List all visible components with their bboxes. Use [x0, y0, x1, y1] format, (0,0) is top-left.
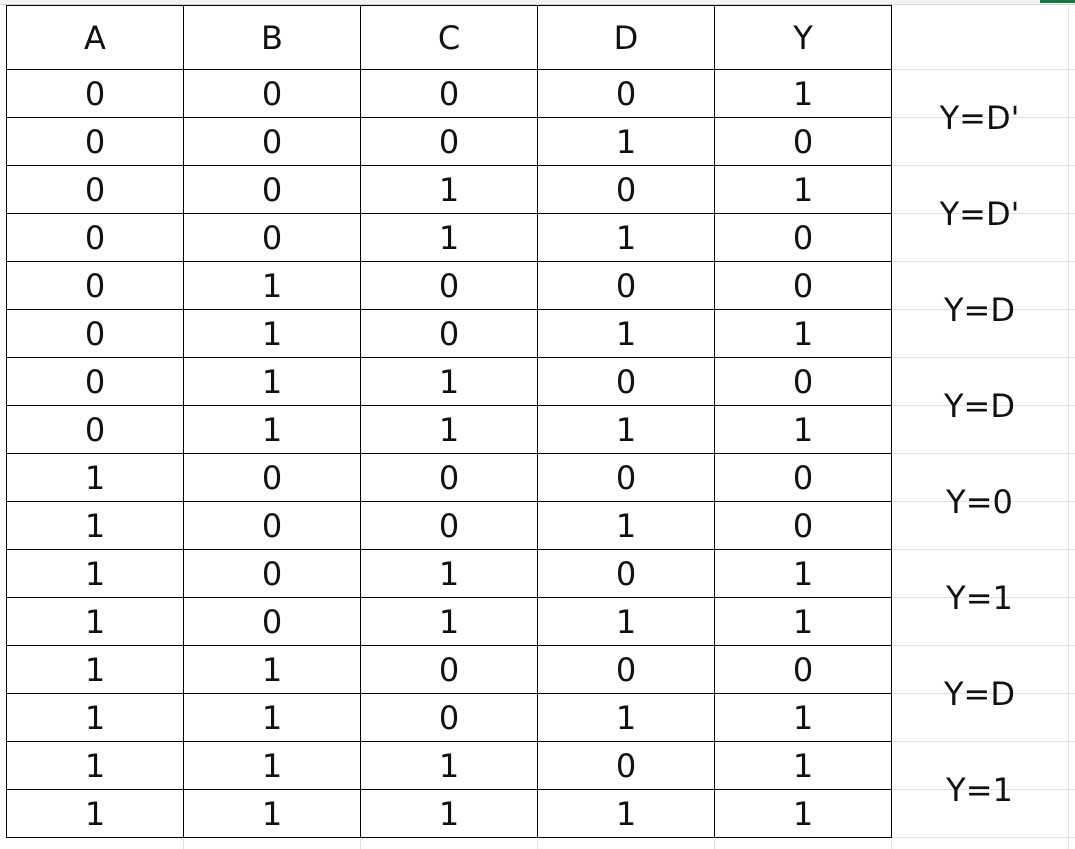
cell-b[interactable]: 1: [184, 694, 361, 742]
table-row: [7, 694, 892, 742]
cell-c[interactable]: 1: [361, 598, 538, 646]
cell-b[interactable]: 0: [184, 214, 361, 262]
cell-d[interactable]: 1: [538, 310, 715, 358]
expression-note[interactable]: Y=1: [946, 771, 1013, 809]
cell-c[interactable]: 1: [361, 358, 538, 406]
cell-d[interactable]: 0: [538, 166, 715, 214]
column-gridline: [891, 838, 892, 849]
header-cell-a[interactable]: A: [7, 6, 184, 70]
cell-y[interactable]: 0: [715, 118, 892, 166]
cell-y[interactable]: 1: [715, 70, 892, 118]
cell-c[interactable]: 0: [361, 310, 538, 358]
cell-b[interactable]: 0: [184, 70, 361, 118]
cell-d[interactable]: 1: [538, 406, 715, 454]
cell-d[interactable]: 0: [538, 742, 715, 790]
table-row: [7, 70, 892, 118]
expression-notes: [891, 70, 1068, 838]
header-cell-c[interactable]: C: [361, 6, 538, 70]
expression-note[interactable]: Y=1: [946, 579, 1013, 617]
truth-table: [6, 5, 892, 838]
table-row: [7, 310, 892, 358]
cell-c[interactable]: 1: [361, 406, 538, 454]
expression-note[interactable]: Y=0: [946, 483, 1013, 521]
table-row: [7, 358, 892, 406]
cell-b[interactable]: 1: [184, 406, 361, 454]
table-row: [7, 454, 892, 502]
cell-a[interactable]: 0: [7, 118, 184, 166]
cell-d[interactable]: 0: [538, 70, 715, 118]
cell-d[interactable]: 0: [538, 358, 715, 406]
cell-y[interactable]: 0: [715, 214, 892, 262]
cell-d[interactable]: 0: [538, 646, 715, 694]
table-row: [7, 502, 892, 550]
cell-d[interactable]: 1: [538, 118, 715, 166]
cell-d[interactable]: 1: [538, 214, 715, 262]
cell-y[interactable]: 1: [715, 598, 892, 646]
cell-d[interactable]: 0: [538, 550, 715, 598]
cell-a[interactable]: 1: [7, 742, 184, 790]
cell-b[interactable]: 0: [184, 550, 361, 598]
cell-a[interactable]: 1: [7, 598, 184, 646]
cell-y[interactable]: 1: [715, 550, 892, 598]
cell-c[interactable]: 0: [361, 70, 538, 118]
expression-note[interactable]: Y=D: [944, 291, 1015, 329]
header-row: [7, 6, 892, 70]
cell-a[interactable]: 0: [7, 214, 184, 262]
cell-a[interactable]: 0: [7, 406, 184, 454]
cell-a[interactable]: 1: [7, 454, 184, 502]
cell-b[interactable]: 1: [184, 742, 361, 790]
cell-c[interactable]: 1: [361, 790, 538, 838]
cell-d[interactable]: 1: [538, 598, 715, 646]
cell-y[interactable]: 1: [715, 790, 892, 838]
cell-c[interactable]: 0: [361, 454, 538, 502]
table-row: [7, 646, 892, 694]
cell-y[interactable]: 1: [715, 406, 892, 454]
column-gridline: [183, 838, 184, 849]
table-row: [7, 790, 892, 838]
cell-b[interactable]: 1: [184, 790, 361, 838]
cell-b[interactable]: 0: [184, 166, 361, 214]
column-gridline: [714, 838, 715, 849]
cell-a[interactable]: 1: [7, 646, 184, 694]
cell-b[interactable]: 0: [184, 118, 361, 166]
cell-y[interactable]: 1: [715, 694, 892, 742]
cell-a[interactable]: 1: [7, 790, 184, 838]
cell-c[interactable]: 1: [361, 214, 538, 262]
cell-d[interactable]: 0: [538, 262, 715, 310]
cell-a[interactable]: 1: [7, 502, 184, 550]
cell-c[interactable]: 0: [361, 262, 538, 310]
cell-c[interactable]: 0: [361, 118, 538, 166]
cell-d[interactable]: 0: [538, 454, 715, 502]
expression-note[interactable]: Y=D': [939, 99, 1020, 137]
cell-b[interactable]: 0: [184, 598, 361, 646]
cell-a[interactable]: 1: [7, 694, 184, 742]
table-row: [7, 214, 892, 262]
table-row: [7, 598, 892, 646]
cell-y[interactable]: 1: [715, 310, 892, 358]
cell-c[interactable]: 0: [361, 646, 538, 694]
cell-c[interactable]: 1: [361, 742, 538, 790]
cell-b[interactable]: 1: [184, 646, 361, 694]
expression-note[interactable]: Y=D': [939, 195, 1020, 233]
cell-y[interactable]: 0: [715, 646, 892, 694]
cell-c[interactable]: 0: [361, 502, 538, 550]
cell-d[interactable]: 1: [538, 694, 715, 742]
cell-a[interactable]: 0: [7, 358, 184, 406]
cell-y[interactable]: 1: [715, 742, 892, 790]
cell-b[interactable]: 1: [184, 310, 361, 358]
cell-a[interactable]: 0: [7, 262, 184, 310]
table-row: [7, 166, 892, 214]
cell-d[interactable]: 1: [538, 790, 715, 838]
cell-y[interactable]: 0: [715, 502, 892, 550]
cell-b[interactable]: 1: [184, 262, 361, 310]
cell-a[interactable]: 0: [7, 70, 184, 118]
expression-note[interactable]: Y=D: [944, 387, 1015, 425]
cell-y[interactable]: 0: [715, 454, 892, 502]
expression-note[interactable]: Y=D: [944, 675, 1015, 713]
table-row: [7, 406, 892, 454]
cell-c[interactable]: 0: [361, 694, 538, 742]
column-gridline: [1068, 5, 1069, 849]
header-cell-y[interactable]: Y: [715, 6, 892, 70]
selection-accent: [1040, 0, 1075, 3]
cell-b[interactable]: 0: [184, 502, 361, 550]
cell-y[interactable]: 0: [715, 358, 892, 406]
cell-d[interactable]: 1: [538, 502, 715, 550]
cell-c[interactable]: 1: [361, 550, 538, 598]
cell-y[interactable]: 1: [715, 166, 892, 214]
header-cell-d[interactable]: D: [538, 6, 715, 70]
column-gridline: [360, 838, 361, 849]
cell-a[interactable]: 1: [7, 550, 184, 598]
cell-a[interactable]: 0: [7, 166, 184, 214]
column-gridline: [537, 838, 538, 849]
cell-c[interactable]: 1: [361, 166, 538, 214]
cell-b[interactable]: 0: [184, 454, 361, 502]
table-row: [7, 262, 892, 310]
header-cell-b[interactable]: B: [184, 6, 361, 70]
table-row: [7, 550, 892, 598]
cell-b[interactable]: 1: [184, 358, 361, 406]
table-row: [7, 118, 892, 166]
cell-a[interactable]: 0: [7, 310, 184, 358]
cell-y[interactable]: 0: [715, 262, 892, 310]
table-row: [7, 742, 892, 790]
